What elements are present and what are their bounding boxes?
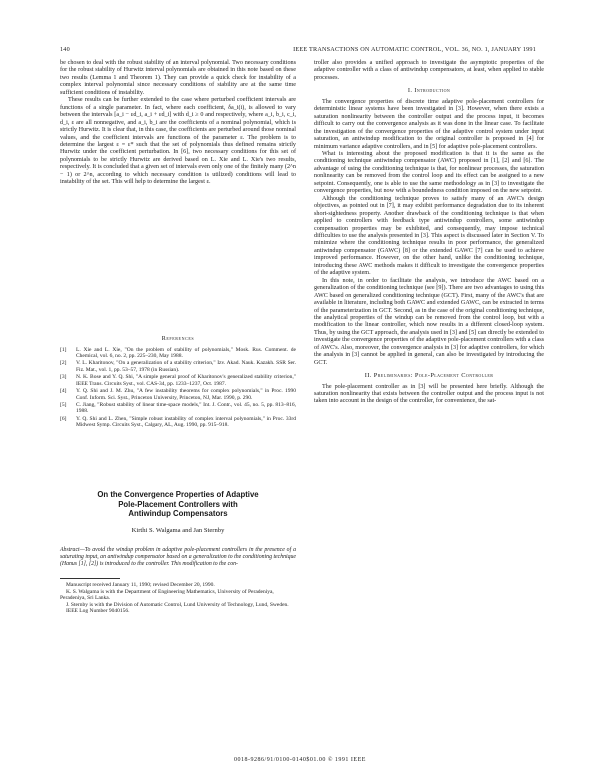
reference-text: V. L. Kharitonov, "On a generalization of a stability criterion," Izv. Akad. Nauk. Kazakh. SSR Ser. Fiz. Mat., vol. 1, pp. 53–57, 1978 (in Russian). — [76, 360, 296, 373]
footnote: J. Sternby is with the Division of Automatic Control, Lund University of Technology, Lund, Sweden. — [66, 601, 289, 608]
reference-text: N. K. Bose and Y. Q. Shi, "A simple general proof of Kharitonov's generalized stability criterion," IEEE Trans. Circuits Syst., vol. CAS-34, pp. 1233–1237, Oct. 1987. — [76, 374, 296, 387]
article-authors: Kirthi S. Walgama and Jan Sternby — [131, 527, 225, 534]
article-title-line: On the Convergence Properties of Adaptive — [97, 490, 259, 499]
publication-code: 0018-9286/91/0100-0140$01.00 © 1991 IEEE — [234, 757, 366, 763]
article-title-line: Pole-Placement Controllers with — [118, 499, 238, 509]
intro-paragraph: Although the conditioning technique proves to satisfy many of an AWC's design objectives, as pointed out in [7], it may exhibit performance degradation due to its inherent short-sightedness property. Another drawback of the conditioning technique is that when applied to controllers with feedback type antiwindup controllers, some antiwindup compensation properties may be exhibited, and consequently, may impose technical difficulties to use the analysis presented in [3]. This aspect is discussed later in Section V. To minimize where the conditioning technique results in poor performance, the generalized antiwindup compensator (GAWC) [8] or the extended GAWC [7] can be used to achieve improved performance. However, on the other hand, unlike the conditioning technique, introducing these AWC methods makes it difficult to investigate the convergence properties of the adaptive system. — [314, 195, 544, 277]
footnote: IEEE Log Number 9040156. — [66, 608, 130, 615]
article-title-line: Antiwindup Compensators — [128, 509, 228, 519]
references-section — [60, 336, 296, 429]
reference-item — [60, 416, 296, 429]
article-abstract: Abstract—To avoid the windup problem in adaptive pole-placement controllers in the presence of a saturating input, an antiwindup compensator based on a generalization to the conditioning technique (Hanus [1], [2]) is introduced to the controller. This modification to the con- — [60, 547, 296, 567]
intro-continuation: troller also provides a unified approach to investigate the asymptotic properties of the adaptive controller with a class of antiwindup compensators, at least, when applied to stable processes. — [314, 60, 544, 81]
header-journal-title: IEEE TRANSACTIONS ON AUTOMATIC CONTROL, VOL. 36, NO. 1, JANUARY 1991 — [293, 46, 536, 53]
article-title — [60, 490, 296, 519]
intro-paragraph: In this note, in order to facilitate the analysis, we introduce the AWC based on a generalization of the conditioning technique (see [9]). There are two advantages to using this AWC based on generalized conditioning technique (GCT). First, many of the AWC's that are available in literature, including both GAWC and extended GAWC, can be extracted in terms of the parameterization in GCT. Second, as in the case of the original conditioning technique, the analytical properties of the windup can be removed from the control loop, but with a modification to the linear controller, which now results in a different closed-loop system. Thus, by using the GCT approach, the analysis used in [3] and [5] can directly be extended to investigate the convergence properties of the adaptive pole-placement controllers with a class of AWC's. Also, moreover, the convergence analysis in [3] for adaptive controllers, for which the analysis in [3] cannot be applied in general, can also be investigated by introducing the GCT. — [314, 277, 544, 366]
section-heading-introduction: I. Introduction — [407, 87, 451, 95]
footnote-divider — [60, 578, 120, 579]
left-paragraph: be chosen to deal with the robust stability of an interval polynomial. Two necessary conditions for the robust stability of Hurwitz interval polynomials are obtained in this note based on these two results (Lemma 1 and Theorem 1). They can provide a quick check for instability of a complex interval polynomial since necessary conditions of stability are at the same time sufficient conditions of instability. — [60, 60, 296, 96]
reference-item — [60, 402, 296, 415]
reference-text: Y. Q. Shi and J. M. Zhu, "A few instability theorems for complex polynomials," in Proc. 1990 Conf. Inform. Sci. Syst., Princeton University, Princeton, NJ, Mar. 1990, p. 290. — [76, 387, 296, 401]
reference-number: [3] — [60, 374, 67, 381]
header-page-number: 140 — [60, 46, 70, 53]
intro-paragraph: The convergence properties of discrete time adaptive pole-placement controllers for deterministic linear systems have been investigated in [3]. However, when there exists a saturation nonlinearity between the controller output and the process input, it becomes difficult to carry out the convergence analysis as it was done in the linear case. To facilitate the investigation of the convergence properties of the adaptive control system under input saturation, an antiwindup modification to the original controller is proposed in [4] for minimum variance adaptive controllers, and in [5] for adaptive pole-placement controllers. — [314, 98, 544, 150]
reference-number: [5] — [60, 401, 67, 408]
intro-paragraph: What is interesting about the proposed modification is that it is the same as the conditioning technique antiwindup compensator (AWC) proposed in [1], [2] and [6]. The advantage of using the conditioning technique is that, for nonlinear processes, the saturation nonlinearity can be removed from the control loop and its effect can be assigned to a new setpoint. Consequently, one is able to use the same methodology as in [3] to investigate the convergence properties, but now with a boundedness condition imposed on the new setpoint. — [314, 150, 544, 195]
references-heading: References — [161, 336, 195, 342]
article-footnotes — [60, 582, 296, 615]
left-column-body — [60, 60, 296, 187]
section-heading-preliminaries: II. Preliminaries: Pole-Placement Controller — [364, 372, 494, 380]
left-paragraph: These results can be further extended to the case where perturbed coefficient intervals are functions of a single parameter. In fact, where each coefficient, δa_i(i), is allowed to vary between the intervals [a_i − εd_i, a_i + εd_i] with d_i ≥ 0 and respectively, where a_i, b_i, c_i, d_i, ε are all nonnegative, and a_i, b_i are the coefficients of a nominal polynomial, which is strictly Hurwitz. It is clear that, in this case, the coefficients are perturbed around those nominal values, and the coefficient intervals are functions of the parameter ε. The problem is to determine the largest ε = ε* such that the set of polynomials thus defined remains strictly Hurwitz under the coefficient perturbation. In [6], two necessary conditions for this set of polynomials to be strictly Hurwitz are derived based on L. Xie and L. Xie's two results, respectively. It is concluded that a given set of intervals even only one of the finitely many (2^n − 1) or 2^n, according to which necessary condition is utilized) conditions will lead to instability of the set. This will help to determine the largest ε. — [60, 97, 296, 186]
reference-item — [60, 347, 296, 360]
reference-text: L. Xie and L. Xie, "On the problem of stability of polynomials," Mosk. Rus. Comment. de Chemical, vol. 6, no. 2, pp. 225–230, May 1988. — [76, 346, 296, 360]
reference-item — [60, 388, 296, 401]
reference-number: [4] — [60, 387, 67, 394]
reference-number: [6] — [60, 415, 67, 422]
footnote: K. S. Walgama is with the Department of Engineering Mathematics, University of Peradeniya, Peradeniya, Sri Lanka. — [60, 588, 274, 602]
reference-text: Y. Q. Shi and L. Zhen, "Simple robust instability of complex interval polynomials," in Proc. 33rd Midwest Symp. Circuits Syst., Calgary, AL, Aug. 1990, pp. 915–918. — [76, 415, 296, 429]
reference-number: [2] — [60, 360, 67, 367]
preliminaries-paragraph: The pole-placement controller as in [3] will be presented here briefly. Although the saturation nonlinearity that exists between the controller output and the process input is not taken into account in the design of the controller, for convenience, the sat- — [314, 383, 544, 405]
reference-item — [60, 360, 296, 373]
reference-item — [60, 374, 296, 387]
footnote: Manuscript received January 11, 1990; revised December 20, 1990. — [66, 582, 215, 588]
reference-number: [1] — [60, 346, 67, 353]
reference-text: C. Jiang, "Robust stability of linear time-space models," Int. J. Contr., vol. 45, no. 5, pp. 813–816, 1988. — [76, 401, 296, 415]
right-column-body — [314, 60, 544, 406]
